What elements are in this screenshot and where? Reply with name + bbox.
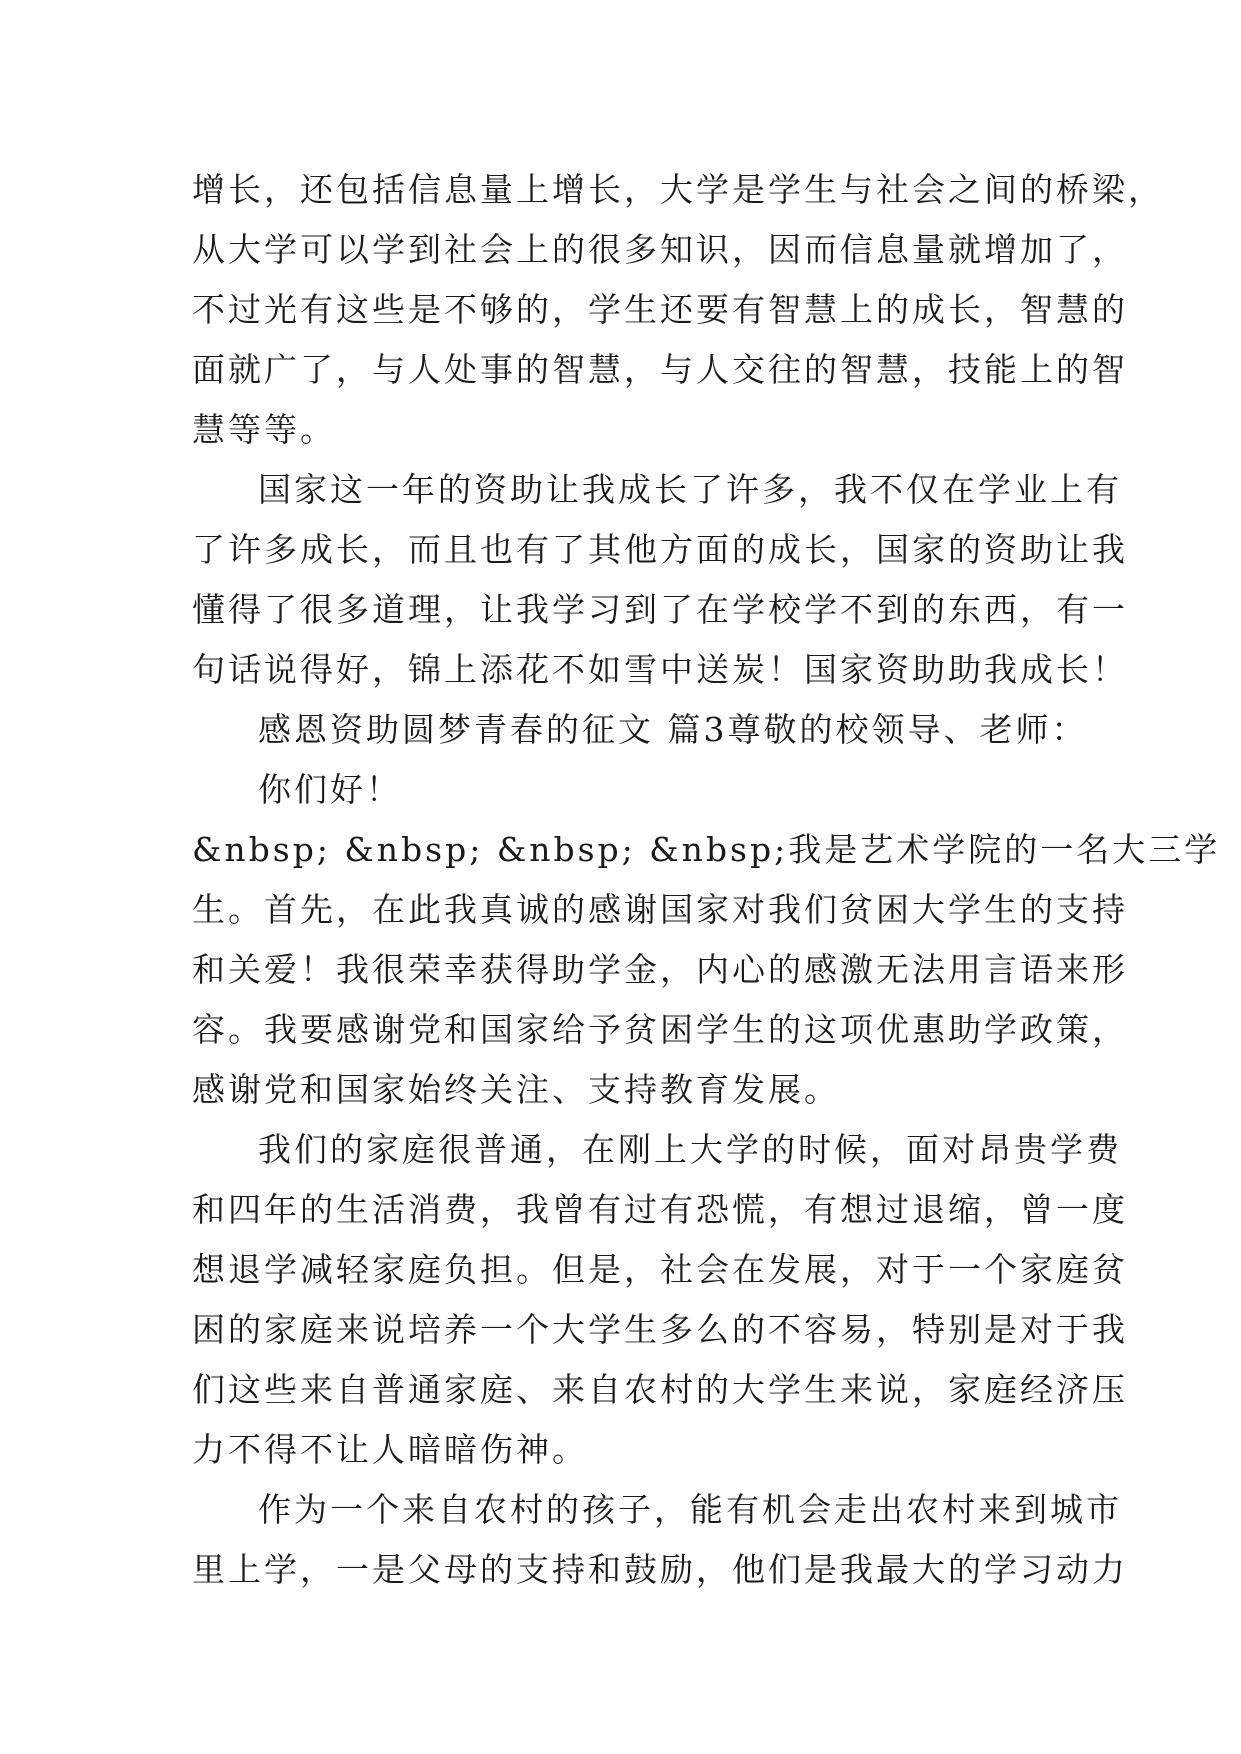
- text-line: 力不得不让人暗暗伤神。: [192, 1430, 588, 1469]
- document-body: [192, 160, 1221, 1600]
- text-line: 从大学可以学到社会上的很多知识，因而信息量就增加了，: [192, 230, 1128, 269]
- greeting-line: 你们好！: [258, 770, 402, 809]
- section-heading-line: 感恩资助圆梦青春的征文 篇3尊敬的校领导、老师：: [258, 710, 1088, 749]
- text-line: 里上学，一是父母的支持和鼓励，他们是我最大的学习动力: [192, 1550, 1128, 1589]
- text-line: 感谢党和国家始终关注、支持教育发展。: [192, 1070, 840, 1109]
- text-line: 想退学减轻家庭负担。但是，社会在发展，对于一个家庭贫: [192, 1250, 1128, 1289]
- paragraph-start-line: 作为一个来自农村的孩子，能有机会走出农村来到城市: [258, 1490, 1122, 1529]
- text-line: 容。我要感谢党和国家给予贫困学生的这项优惠助学政策，: [192, 1010, 1128, 1049]
- text-line: 生。首先，在此我真诚的感谢国家对我们贫困大学生的支持: [192, 890, 1128, 929]
- paragraph-start-line: 国家这一年的资助让我成长了许多，我不仅在学业上有: [258, 470, 1122, 509]
- text-line: &nbsp; &nbsp; &nbsp; &nbsp;我是艺术学院的一名大三学: [192, 830, 1221, 869]
- text-line: 慧等等。: [192, 410, 336, 449]
- text-line: 增长，还包括信息量上增长，大学是学生与社会之间的桥梁，: [192, 170, 1164, 209]
- text-line: 面就广了，与人处事的智慧，与人交往的智慧，技能上的智: [192, 350, 1128, 389]
- text-line: 们这些来自普通家庭、来自农村的大学生来说，家庭经济压: [192, 1370, 1128, 1409]
- text-line: 困的家庭来说培养一个大学生多么的不容易，特别是对于我: [192, 1310, 1128, 1349]
- text-line: 句话说得好，锦上添花不如雪中送炭！国家资助助我成长！: [192, 650, 1128, 689]
- text-line: 懂得了很多道理，让我学习到了在学校学不到的东西，有一: [192, 590, 1128, 629]
- text-line: 了许多成长，而且也有了其他方面的成长，国家的资助让我: [192, 530, 1128, 569]
- text-line: 和关爱！我很荣幸获得助学金，内心的感激无法用言语来形: [192, 950, 1128, 989]
- paragraph-start-line: 我们的家庭很普通，在刚上大学的时候，面对昂贵学费: [258, 1130, 1122, 1169]
- text-line: 和四年的生活消费，我曾有过有恐慌，有想过退缩，曾一度: [192, 1190, 1128, 1229]
- text-line: 不过光有这些是不够的，学生还要有智慧上的成长，智慧的: [192, 290, 1128, 329]
